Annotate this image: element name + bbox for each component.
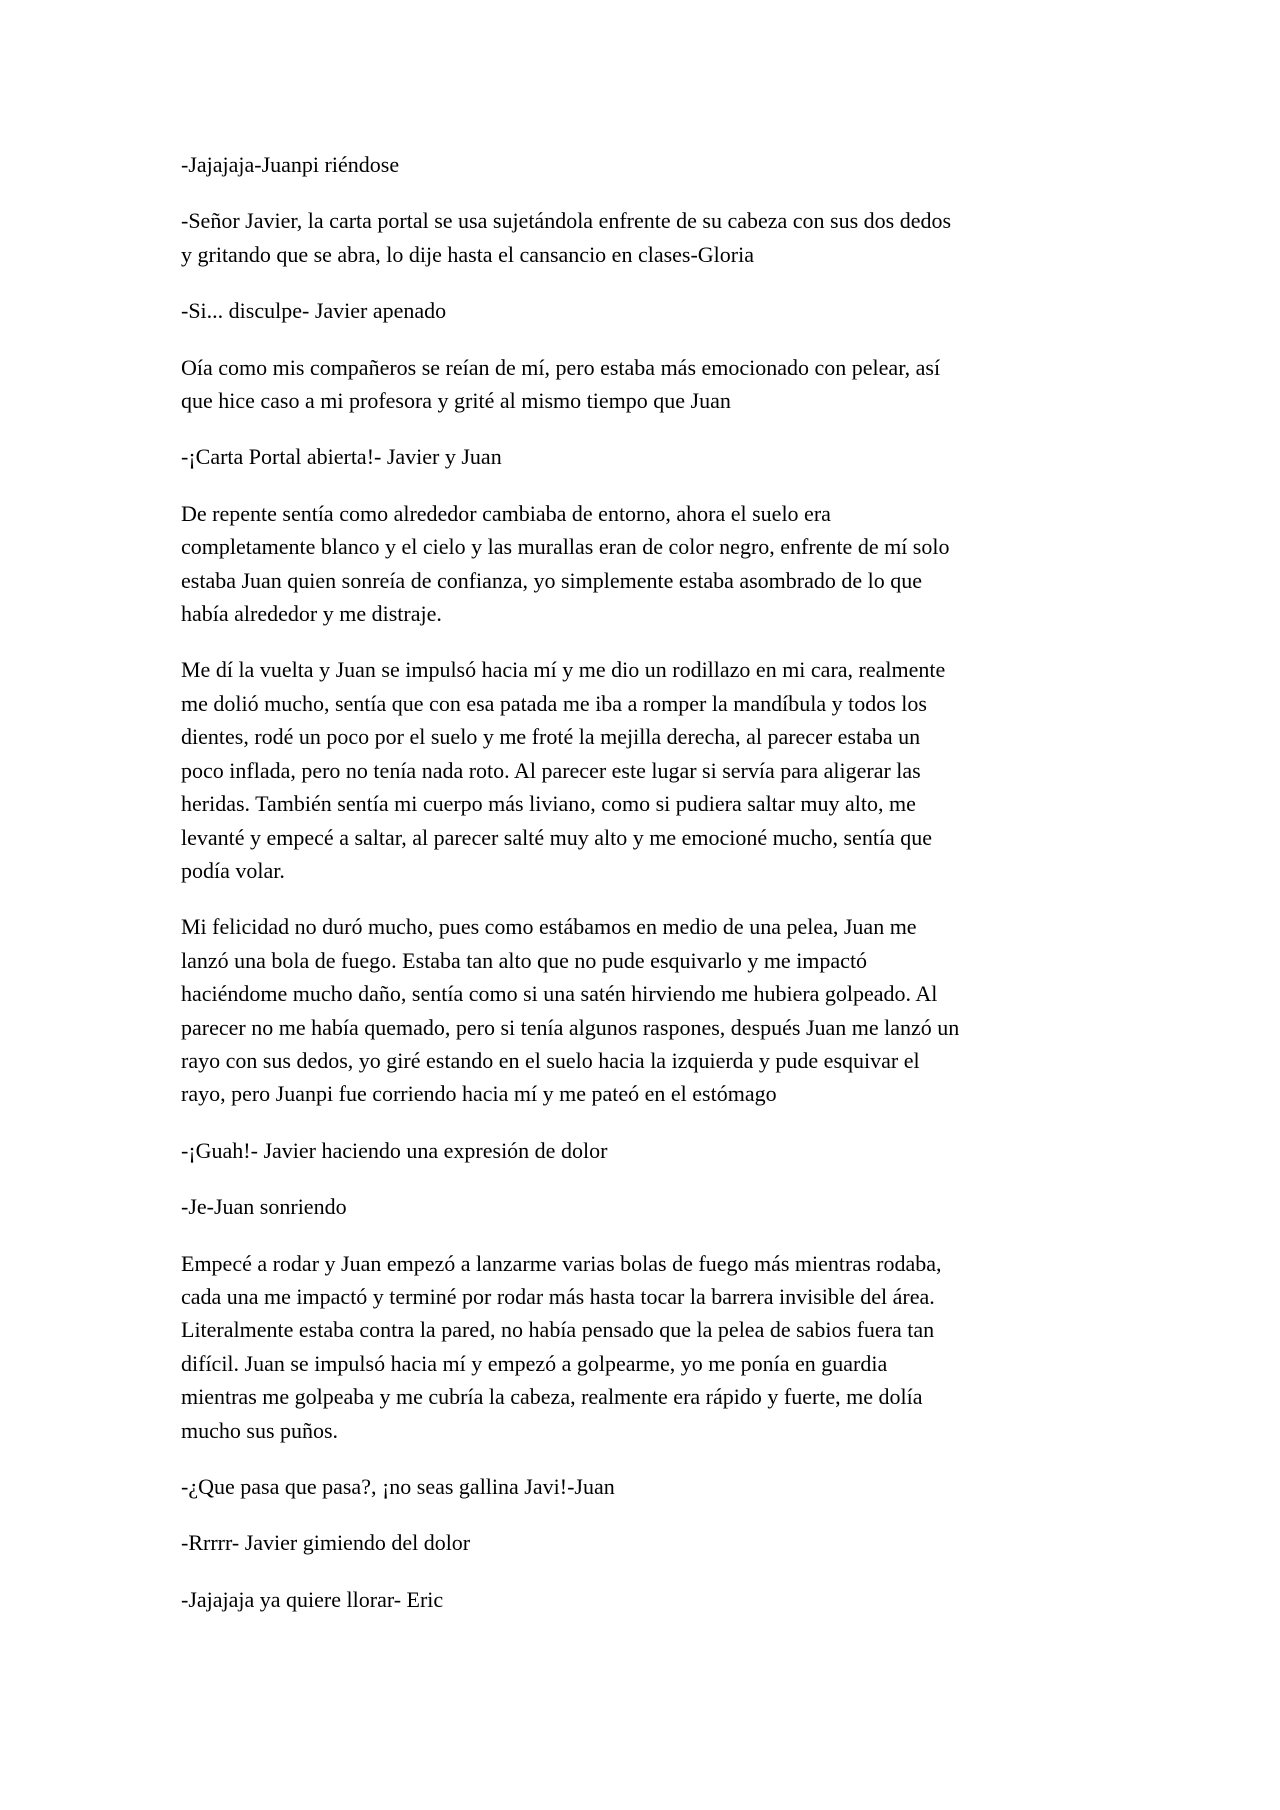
text-line: rayo, pero Juanpi fue corriendo hacia mí y me pateó en el estómago bbox=[181, 1081, 777, 1107]
paragraph bbox=[181, 497, 1160, 631]
text-line: Literalmente estaba contra la pared, no había pensado que la pelea de sabios fuera tan bbox=[181, 1317, 935, 1343]
text-line: -Señor Javier, la carta portal se usa sujetándola enfrente de su cabeza con sus dos dedos bbox=[181, 208, 952, 234]
text-line: Empecé a rodar y Juan empezó a lanzarme varias bolas de fuego más mientras rodaba, bbox=[181, 1250, 942, 1276]
paragraph bbox=[181, 1526, 1160, 1559]
text-line: dientes, rodé un poco por el suelo y me froté la mejilla derecha, al parecer estaba un bbox=[181, 724, 921, 750]
text-line: haciéndome mucho daño, sentía como si una satén hirviendo me hubiera golpeado. Al bbox=[181, 981, 938, 1007]
paragraph bbox=[181, 294, 1160, 327]
text-line: levanté y empecé a saltar, al parecer salté muy alto y me emocioné mucho, sentía que bbox=[181, 824, 933, 850]
paragraph bbox=[181, 204, 1160, 271]
paragraph bbox=[181, 1247, 1160, 1447]
text-line: estaba Juan quien sonreía de confianza, yo simplemente estaba asombrado de lo que bbox=[181, 567, 923, 593]
paragraph bbox=[181, 1583, 1160, 1616]
paragraph bbox=[181, 440, 1160, 473]
text-line: -Je-Juan sonriendo bbox=[181, 1194, 347, 1220]
text-line: -¡Guah!- Javier haciendo una expresión de dolor bbox=[181, 1137, 608, 1163]
paragraph bbox=[181, 1190, 1160, 1223]
paragraph bbox=[181, 1470, 1160, 1503]
text-line: que hice caso a mi profesora y grité al mismo tiempo que Juan bbox=[181, 388, 731, 414]
paragraph bbox=[181, 653, 1160, 887]
text-line: -¡Carta Portal abierta!- Javier y Juan bbox=[181, 444, 502, 470]
text-line: difícil. Juan se impulsó hacia mí y empezó a golpearme, yo me ponía en guardia bbox=[181, 1350, 888, 1376]
text-line: -Rrrrr- Javier gimiendo del dolor bbox=[181, 1530, 471, 1556]
paragraph bbox=[181, 1134, 1160, 1167]
text-line: completamente blanco y el cielo y las murallas eran de color negro, enfrente de mí solo bbox=[181, 534, 950, 560]
text-line: rayo con sus dedos, yo giré estando en el suelo hacia la izquierda y pude esquivar el bbox=[181, 1047, 920, 1073]
paragraph bbox=[181, 910, 1160, 1110]
text-line: heridas. También sentía mi cuerpo más liviano, como si pudiera saltar muy alto, me bbox=[181, 791, 916, 817]
text-line: mucho sus puños. bbox=[181, 1417, 339, 1443]
text-line: parecer no me había quemado, pero si tenía algunos raspones, después Juan me lanzó un bbox=[181, 1014, 960, 1040]
text-line: poco inflada, pero no tenía nada roto. Al parecer este lugar si servía para aligerar las bbox=[181, 757, 921, 783]
text-line: cada una me impactó y terminé por rodar más hasta tocar la barrera invisible del área. bbox=[181, 1283, 935, 1309]
text-line: -¿Que pasa que pasa?, ¡no seas gallina Javi!-Juan bbox=[181, 1474, 615, 1499]
text-line: me dolió mucho, sentía que con esa patada me iba a romper la mandíbula y todos los bbox=[181, 690, 927, 716]
text-line: Mi felicidad no duró mucho, pues como estábamos en medio de una pelea, Juan me bbox=[181, 914, 917, 940]
text-line: -Jajajaja-Juanpi riéndose bbox=[181, 152, 400, 177]
text-line: De repente sentía como alrededor cambiaba de entorno, ahora el suelo era bbox=[181, 500, 831, 526]
text-line: mientras me golpeaba y me cubría la cabeza, realmente era rápido y fuerte, me dolía bbox=[181, 1384, 923, 1410]
text-line: lanzó una bola de fuego. Estaba tan alto que no pude esquivarlo y me impactó bbox=[181, 947, 868, 973]
paragraph bbox=[181, 148, 1160, 181]
text-line: y gritando que se abra, lo dije hasta el cansancio en clases-Gloria bbox=[181, 241, 754, 267]
text-line: Me dí la vuelta y Juan se impulsó hacia mí y me dio un rodillazo en mi cara, realmente bbox=[181, 657, 946, 683]
text-line: -Si... disculpe- Javier apenado bbox=[181, 298, 447, 324]
text-line: había alrededor y me distraje. bbox=[181, 601, 442, 627]
text-line: Oía como mis compañeros se reían de mí, pero estaba más emocionado con pelear, así bbox=[181, 354, 941, 380]
text-line: podía volar. bbox=[181, 857, 285, 883]
text-line: -Jajajaja ya quiere llorar- Eric bbox=[181, 1586, 444, 1612]
paragraph bbox=[181, 351, 1160, 418]
